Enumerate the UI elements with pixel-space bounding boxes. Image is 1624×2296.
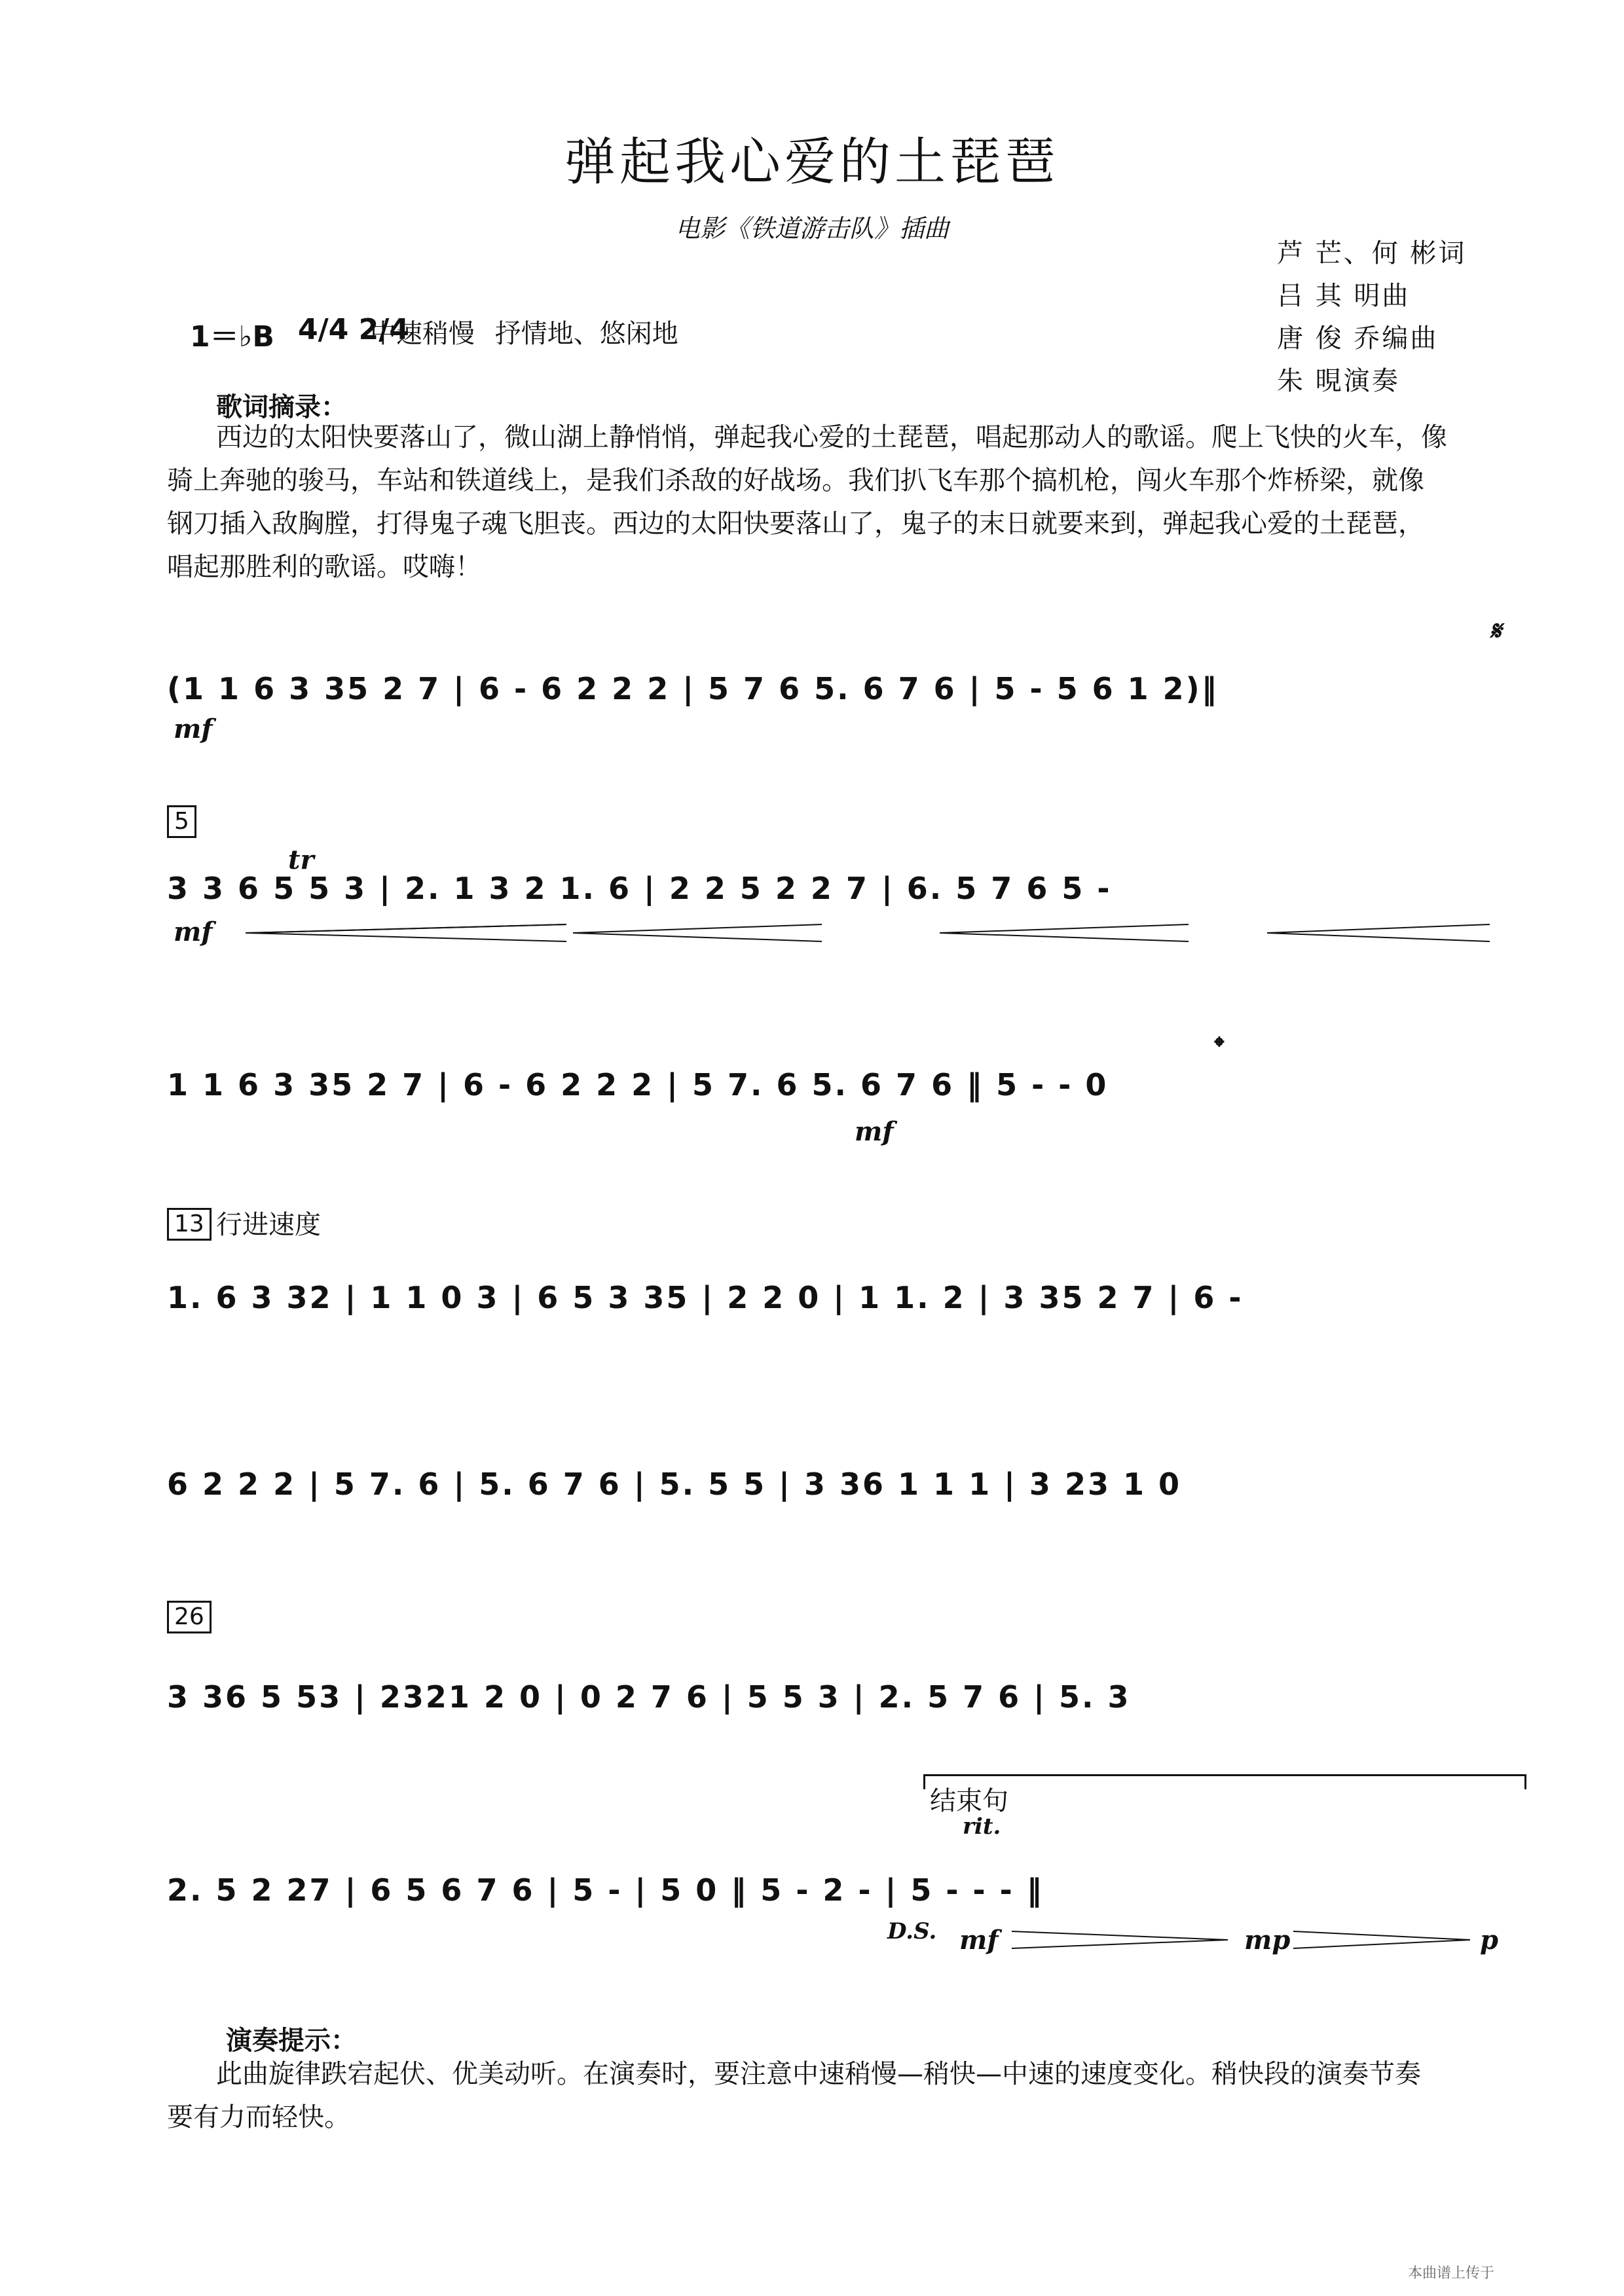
tempo-change: 行进速度 — [216, 1210, 321, 1240]
coda-bracket — [923, 1774, 1526, 1789]
score-row — [167, 845, 1522, 947]
key-signature: 1＝♭B — [190, 320, 274, 354]
score-row — [167, 1440, 1522, 1539]
rehearsal-mark: 13 — [167, 1208, 212, 1241]
time-signature: 4/4 2/4 — [298, 313, 409, 346]
segno-sign: 𝄋 — [1490, 615, 1502, 646]
score-row — [167, 615, 1522, 744]
credit-arranger: 唐 俊 乔编曲 — [1277, 323, 1439, 354]
notation-line: 1 1 6 3 35 2 7 | 6 - 6 2 2 2 | 5 7. 6 5. 6 7 6 ‖ 5 - - 0 — [167, 1067, 1109, 1102]
trill-mark: tr — [288, 845, 314, 875]
notes-line: 要有力而轻快。 — [167, 2102, 350, 2132]
credit-composer: 吕 其 明曲 — [1277, 281, 1411, 311]
score-row — [167, 1653, 1522, 1751]
dynamic-mark: mf — [855, 1116, 894, 1147]
score-row — [167, 1254, 1522, 1352]
rehearsal-mark: 5 — [167, 805, 196, 838]
dynamic-mark: p — [1480, 1925, 1498, 1956]
notation-line: 3 3 6 5 5 3 | 2. 1 3 2 1. 6 | 2 2 5 2 2 7 | 6. 5 7 6 5 - — [167, 871, 1112, 906]
dynamic-mark: mf — [174, 714, 213, 744]
dynamic-mark: mp — [1244, 1925, 1291, 1956]
notation-line: 3 36 5 53 | 2321 2 0 | 0 2 7 6 | 5 5 3 | 2. 5 7 6 | 5. 3 — [167, 1679, 1131, 1715]
notes-heading: 演奏提示： — [226, 2026, 357, 2056]
credit-performer: 朱 晛演奏 — [1277, 366, 1400, 396]
page-title: 弹起我心爱的土琵琶 — [564, 133, 1060, 192]
tempo-marking: 中速稍慢 抒情地、悠闲地 — [370, 319, 678, 349]
dynamic-mark: mf — [174, 917, 213, 947]
lyrics-line: 西边的太阳快要落山了，微山湖上静悄悄，弹起我心爱的土琵琶，唱起那动人的歌谣。爬上飞快的火车，像 — [216, 422, 1447, 452]
notes-line: 此曲旋律跌宕起伏、优美动听。在演奏时，要注意中速稍慢—稍快—中速的速度变化。稍快段的演奏节奏 — [216, 2059, 1421, 2089]
dal-segno-mark: D.S. — [887, 1918, 937, 1944]
credit-lyricist: 芦 芒、何 彬词 — [1277, 238, 1467, 268]
page-subtitle: 电影《铁道游击队》插曲 — [674, 214, 949, 243]
rehearsal-mark: 26 — [167, 1601, 212, 1633]
score-row — [167, 1031, 1522, 1147]
coda-sign: 𝄌 — [1215, 1031, 1224, 1062]
score-row — [167, 1846, 1522, 1956]
decrescendo-hairpins — [1012, 1930, 1477, 1950]
crescendo-hairpins — [246, 923, 1490, 943]
lyrics-line: 骑上奔驰的骏马，车站和铁道线上，是我们杀敌的好战场。我们扒飞车那个搞机枪，闯火车那个炸桥梁，就像 — [167, 465, 1424, 496]
notation-line: 1. 6 3 32 | 1 1 0 3 | 6 5 3 35 | 2 2 0 | 1 1. 2 | 3 35 2 7 | 6 - — [167, 1280, 1244, 1315]
notation-line: (1 1 6 3 35 2 7 | 6 - 6 2 2 2 | 5 7 6 5. 6 7 6 | 5 - 5 6 1 2)‖ — [167, 671, 1219, 706]
ritardando-mark: rit. — [963, 1813, 1001, 1840]
notation-line: 2. 5 2 27 | 6 5 6 7 6 | 5 - | 5 0 ‖ 5 - 2 - | 5 - - - ‖ — [167, 1872, 1044, 1908]
lyrics-line: 唱起那胜利的歌谣。哎嗨！ — [167, 552, 481, 582]
watermark: 本曲谱上传于 — [1408, 2265, 1495, 2282]
dynamic-mark: mf — [959, 1925, 999, 1956]
coda-label: 结束句 — [930, 1786, 1008, 1816]
lyrics-heading: 歌词摘录： — [216, 392, 347, 422]
notation-line: 6 2 2 2 | 5 7. 6 | 5. 6 7 6 | 5. 5 5 | 3 36 1 1 1 | 3 23 1 0 — [167, 1467, 1181, 1502]
lyrics-line: 钢刀插入敌胸膛，打得鬼子魂飞胆丧。西边的太阳快要落山了，鬼子的末日就要来到，弹起我心爱的土琵琶， — [167, 509, 1424, 539]
